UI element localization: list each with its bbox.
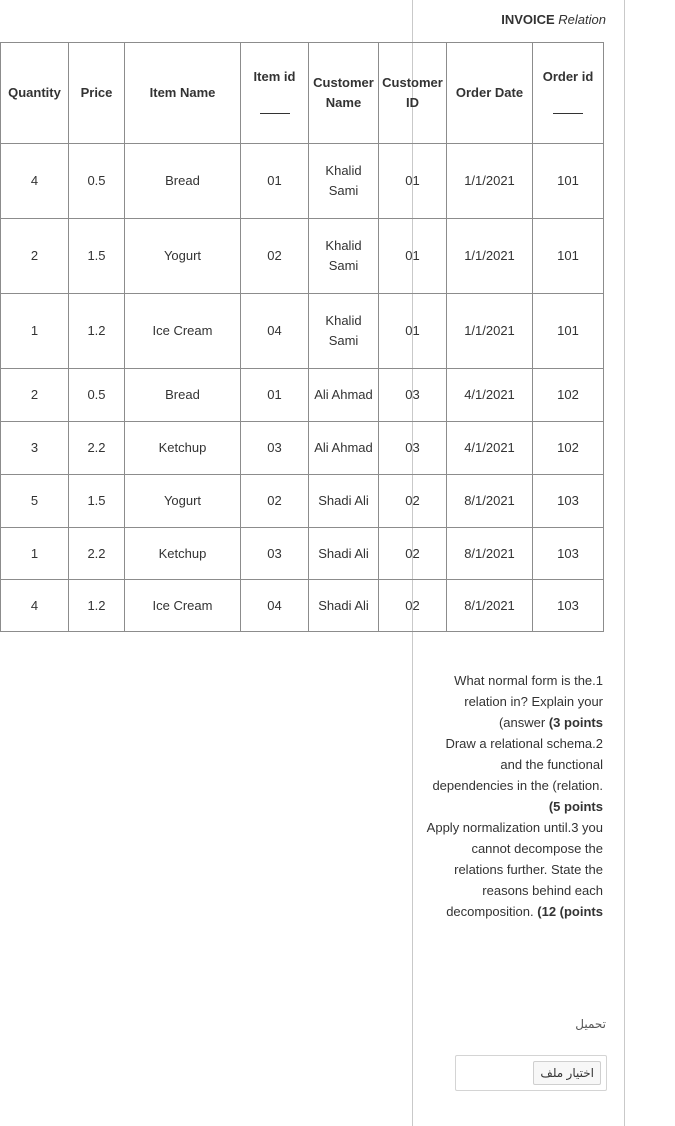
cell-customer-name: Khalid Sami xyxy=(309,144,379,219)
question-text: What normal form is the.1 relation in? Explain your (answer xyxy=(454,673,603,730)
cell-order-id: 102 xyxy=(533,422,604,475)
header-quantity: Quantity xyxy=(1,43,69,144)
cell-item-id: 02 xyxy=(241,475,309,528)
cell-item-name: Ketchup xyxy=(125,422,241,475)
cell-item-name: Bread xyxy=(125,144,241,219)
invoice-table xyxy=(0,42,604,632)
question-list xyxy=(425,670,603,922)
question-item xyxy=(425,670,603,733)
cell-price: 1.5 xyxy=(69,475,125,528)
cell-order-id: 101 xyxy=(533,219,604,294)
cell-order-date: 8/1/2021 xyxy=(447,580,533,632)
header-item-id-label: Item id xyxy=(253,69,296,84)
table-caption xyxy=(470,12,606,27)
header-item-id xyxy=(241,43,309,144)
question-item xyxy=(425,733,603,817)
caption-italic: Relation xyxy=(558,12,606,27)
cell-customer-id: 03 xyxy=(379,422,447,475)
header-order-date: Order Date xyxy=(447,43,533,144)
cell-quantity: 4 xyxy=(1,580,69,632)
header-customer-name: Customer Name xyxy=(309,43,379,144)
cell-customer-name: Shadi Ali xyxy=(309,528,379,580)
question-text: Draw a relational schema.2 and the functional dependencies in the (relation. xyxy=(432,736,603,793)
cell-order-id: 103 xyxy=(533,528,604,580)
cell-customer-id: 01 xyxy=(379,219,447,294)
cell-item-id: 02 xyxy=(241,219,309,294)
cell-order-id: 101 xyxy=(533,294,604,369)
table-row xyxy=(1,144,604,219)
cell-customer-name: Shadi Ali xyxy=(309,580,379,632)
cell-price: 2.2 xyxy=(69,528,125,580)
cell-quantity: 5 xyxy=(1,475,69,528)
cell-customer-id: 02 xyxy=(379,580,447,632)
cell-order-id: 103 xyxy=(533,475,604,528)
caption-bold: INVOICE xyxy=(501,12,555,27)
cell-customer-name: Khalid Sami xyxy=(309,294,379,369)
cell-item-name: Ketchup xyxy=(125,528,241,580)
header-row xyxy=(1,43,604,144)
cell-order-id: 101 xyxy=(533,144,604,219)
cell-price: 0.5 xyxy=(69,144,125,219)
cell-price: 1.2 xyxy=(69,294,125,369)
cell-customer-name: Ali Ahmad xyxy=(309,369,379,422)
cell-order-date: 8/1/2021 xyxy=(447,475,533,528)
cell-order-date: 1/1/2021 xyxy=(447,144,533,219)
cell-quantity: 2 xyxy=(1,219,69,294)
cell-quantity: 1 xyxy=(1,528,69,580)
cell-order-date: 1/1/2021 xyxy=(447,294,533,369)
question-points: (3 points xyxy=(548,715,603,730)
cell-order-date: 8/1/2021 xyxy=(447,528,533,580)
cell-customer-name: Khalid Sami xyxy=(309,219,379,294)
table-row xyxy=(1,475,604,528)
cell-quantity: 1 xyxy=(1,294,69,369)
cell-order-date: 4/1/2021 xyxy=(447,422,533,475)
cell-order-id: 103 xyxy=(533,580,604,632)
cell-order-date: 1/1/2021 xyxy=(447,219,533,294)
header-customer-id: Customer ID xyxy=(379,43,447,144)
header-order-id xyxy=(533,43,604,144)
cell-item-name: Bread xyxy=(125,369,241,422)
cell-order-date: 4/1/2021 xyxy=(447,369,533,422)
cell-quantity: 3 xyxy=(1,422,69,475)
cell-item-name: Ice Cream xyxy=(125,580,241,632)
table-row xyxy=(1,528,604,580)
table-row xyxy=(1,219,604,294)
table-row xyxy=(1,580,604,632)
cell-item-id: 01 xyxy=(241,144,309,219)
cell-price: 1.2 xyxy=(69,580,125,632)
cell-customer-name: Ali Ahmad xyxy=(309,422,379,475)
table-row xyxy=(1,422,604,475)
cell-quantity: 2 xyxy=(1,369,69,422)
cell-quantity: 4 xyxy=(1,144,69,219)
cell-price: 2.2 xyxy=(69,422,125,475)
cell-item-id: 03 xyxy=(241,528,309,580)
cell-item-id: 01 xyxy=(241,369,309,422)
cell-item-id: 03 xyxy=(241,422,309,475)
cell-item-name: Yogurt xyxy=(125,219,241,294)
cell-customer-id: 02 xyxy=(379,528,447,580)
question-points: (12 (points xyxy=(537,904,603,919)
cell-customer-id: 01 xyxy=(379,294,447,369)
choose-file-button[interactable]: اختيار ملف xyxy=(533,1061,601,1085)
header-order-id-label: Order id xyxy=(542,69,594,84)
table-row xyxy=(1,369,604,422)
file-upload-field[interactable] xyxy=(455,1055,607,1091)
question-text: Apply normalization until.3 you cannot decompose the relations further. State the reasons behind each decomposition. xyxy=(426,820,603,919)
cell-item-id: 04 xyxy=(241,294,309,369)
question-item xyxy=(425,817,603,922)
table-row xyxy=(1,294,604,369)
cell-customer-id: 02 xyxy=(379,475,447,528)
upload-label: تحميل xyxy=(575,1017,606,1031)
header-item-name: Item Name xyxy=(125,43,241,144)
cell-item-name: Yogurt xyxy=(125,475,241,528)
cell-customer-id: 01 xyxy=(379,144,447,219)
cell-customer-id: 03 xyxy=(379,369,447,422)
cell-customer-name: Shadi Ali xyxy=(309,475,379,528)
cell-price: 1.5 xyxy=(69,219,125,294)
cell-item-id: 04 xyxy=(241,580,309,632)
key-underline xyxy=(260,113,290,114)
vertical-divider-right xyxy=(624,0,625,1126)
cell-item-name: Ice Cream xyxy=(125,294,241,369)
key-underline xyxy=(553,113,583,114)
header-price: Price xyxy=(69,43,125,144)
cell-order-id: 102 xyxy=(533,369,604,422)
cell-price: 0.5 xyxy=(69,369,125,422)
question-points: (5 points xyxy=(548,799,603,814)
